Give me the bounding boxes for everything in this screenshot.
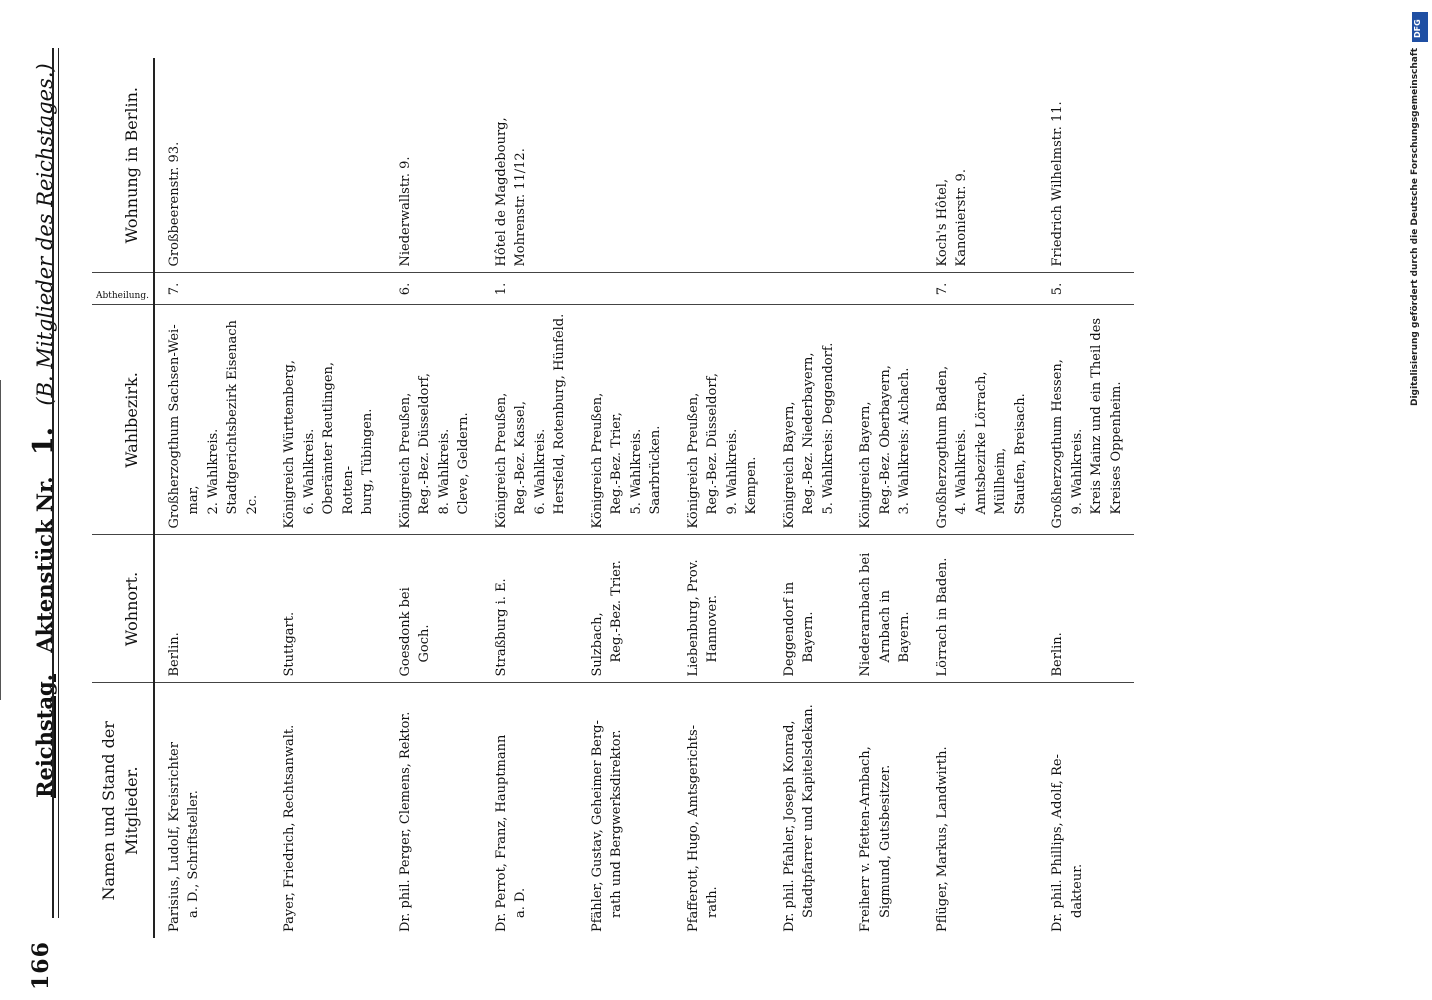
running-title: Reichstag. bbox=[32, 674, 57, 798]
wohnort-line: Bayern. bbox=[897, 611, 913, 663]
wahlbezirk-line: Oberämter Reutlingen, Rotten- bbox=[321, 361, 356, 515]
header-wohnort: Wohnort. bbox=[92, 535, 154, 683]
wahlbezirk-line: Hersfeld, Rotenburg, Hünfeld. bbox=[552, 313, 568, 515]
cell-name bbox=[770, 683, 847, 938]
wahlbezirk-line: Reg.-Bez. Kassel, bbox=[513, 401, 529, 515]
wahlbezirk-line: Stadtgerichtsbezirk Eisenach 2c. bbox=[225, 320, 260, 515]
name-line: Sigmund, Gutsbesitzer. bbox=[877, 764, 893, 918]
name-line: Pflüger, Markus, Landwirth. bbox=[934, 746, 950, 932]
wohnort-line: Stuttgart. bbox=[282, 611, 298, 677]
cell-wohnort bbox=[386, 535, 482, 683]
wahlbezirk-line: mar, bbox=[186, 485, 202, 515]
wahlbezirk-line: Königreich Preußen, bbox=[685, 392, 701, 529]
table-row bbox=[674, 58, 770, 938]
cell-name bbox=[154, 683, 271, 938]
wahlbezirk-line: 5. Wahlkreis: Deggendorf. bbox=[820, 342, 836, 515]
cell-wahlbezirk bbox=[674, 305, 770, 535]
cell-abtheilung: 1. bbox=[482, 273, 578, 305]
cell-wahlbezirk bbox=[270, 305, 386, 535]
wahlbezirk-line: 6. Wahlkreis. bbox=[301, 428, 317, 515]
name-line: Freiherr v. Pfetten-Arnbach, bbox=[858, 746, 874, 932]
wahlbezirk-line: Großherzogthum Hessen, bbox=[1050, 359, 1066, 529]
cell-name bbox=[386, 683, 482, 938]
wohnort-line: Arnbach in bbox=[877, 590, 893, 663]
name-line: Parisius, Ludolf, Kreisrichter bbox=[166, 742, 182, 932]
wahlbezirk-line: Reg.-Bez. Oberbayern, bbox=[877, 365, 893, 515]
name-line: a. D. bbox=[513, 887, 529, 918]
cell-wahlbezirk bbox=[770, 305, 847, 535]
header-wohnung: Wohnung in Berlin. bbox=[92, 58, 154, 273]
wahlbezirk-line: Großherzogthum Sachsen-Wei- bbox=[166, 324, 182, 529]
cell-wohnung bbox=[1038, 58, 1134, 273]
cell-wohnort bbox=[846, 535, 923, 683]
cell-name bbox=[578, 683, 674, 938]
wohnung-line: Kanonierstr. 9. bbox=[954, 169, 970, 267]
wahlbezirk-line: Amtsbezirke Lörrach, Müllheim, bbox=[973, 371, 1009, 515]
wahlbezirk-line: 9. Wahlkreis. bbox=[724, 428, 740, 515]
cell-wohnung bbox=[386, 58, 482, 273]
wohnung-line: Koch's Hôtel, bbox=[934, 178, 950, 267]
wahlbezirk-line: 9. Wahlkreis. bbox=[1069, 428, 1085, 515]
cell-name bbox=[923, 683, 1039, 938]
header-wahlbezirk: Wahlbezirk. bbox=[92, 305, 154, 535]
cell-wohnung bbox=[770, 58, 847, 273]
cell-wohnort bbox=[154, 535, 271, 683]
name-line: Dr. phil. Perger, Clemens, Rektor. bbox=[397, 711, 413, 932]
cell-wohnort bbox=[1038, 535, 1134, 683]
wohnung-line: Hôtel de Magdebourg, bbox=[493, 117, 509, 267]
table-row bbox=[1038, 58, 1134, 938]
name-line: Dr. phil. Phillips, Adolf, Re- bbox=[1050, 754, 1066, 932]
name-line: rath und Bergwerksdirektor. bbox=[609, 729, 625, 918]
wahlbezirk-line: Königreich Württemberg, bbox=[282, 360, 298, 529]
wahlbezirk-line: 3. Wahlkreis: Aichach. bbox=[897, 367, 913, 515]
wahlbezirk-line: Cleve, Geldern. bbox=[456, 412, 472, 515]
wahlbezirk-line: Königreich Bayern, bbox=[781, 401, 797, 529]
members-table-body bbox=[154, 58, 1135, 938]
dfg-logo bbox=[1412, 12, 1428, 42]
table-row bbox=[846, 58, 923, 938]
wahlbezirk-line: Königreich Preußen, bbox=[397, 392, 413, 529]
cell-wahlbezirk bbox=[1038, 305, 1134, 535]
cell-wohnung bbox=[846, 58, 923, 273]
wahlbezirk-line: Reg.-Bez. Düsseldorf, bbox=[417, 372, 433, 515]
cell-wohnort bbox=[674, 535, 770, 683]
header-double-rule bbox=[52, 48, 59, 918]
cell-name bbox=[270, 683, 386, 938]
wohnort-line: Hannover. bbox=[705, 594, 721, 663]
cell-abtheilung bbox=[270, 273, 386, 305]
page-number: 166 bbox=[28, 941, 54, 990]
cell-wohnort bbox=[482, 535, 578, 683]
wohnort-line: Reg.-Bez. Trier. bbox=[609, 560, 625, 663]
name-line: Pfähler, Gustav, Geheimer Berg- bbox=[589, 720, 605, 932]
wahlbezirk-line: Königreich Bayern, bbox=[858, 401, 874, 529]
table-header-row bbox=[92, 58, 154, 938]
cell-wahlbezirk bbox=[482, 305, 578, 535]
wahlbezirk-line: Staufen, Breisach. bbox=[1012, 393, 1028, 515]
wohnort-line: Goesdonk bei bbox=[397, 587, 413, 677]
cell-name bbox=[846, 683, 923, 938]
wahlbezirk-line: Großherzogthum Baden, bbox=[934, 365, 950, 529]
wahlbezirk-line: Reg.-Bez. Niederbayern, bbox=[801, 352, 817, 515]
wohnort-line: Sulzbach, bbox=[589, 612, 605, 677]
table-row bbox=[154, 58, 271, 938]
wahlbezirk-line: Kempen. bbox=[744, 456, 760, 515]
wohnort-line: Bayern. bbox=[801, 611, 817, 663]
cell-wohnung bbox=[674, 58, 770, 273]
document-number: 1. bbox=[28, 426, 59, 456]
table-row bbox=[270, 58, 386, 938]
wahlbezirk-line: 2. Wahlkreis. bbox=[205, 428, 221, 515]
cell-wohnung bbox=[923, 58, 1039, 273]
wohnort-line: Lörrach in Baden. bbox=[934, 557, 950, 677]
wahlbezirk-line: burg, Tübingen. bbox=[360, 408, 376, 515]
cell-name bbox=[674, 683, 770, 938]
cell-wahlbezirk bbox=[578, 305, 674, 535]
table-row bbox=[386, 58, 482, 938]
wohnung-line: Mohrenstr. 11/12. bbox=[513, 148, 529, 267]
name-line: Pfafferott, Hugo, Amtsgerichts- bbox=[685, 724, 701, 932]
cell-abtheilung: 7. bbox=[923, 273, 1039, 305]
cell-wohnort bbox=[578, 535, 674, 683]
wohnung-line: Niederwallstr. 9. bbox=[397, 156, 413, 267]
header-abtheilung: Abtheilung. bbox=[92, 273, 154, 305]
cell-wahlbezirk bbox=[846, 305, 923, 535]
wahlbezirk-line: 4. Wahlkreis. bbox=[954, 428, 970, 515]
name-line: a. D., Schriftsteller. bbox=[186, 790, 202, 918]
wahlbezirk-line: Reg.-Bez. Trier, bbox=[609, 412, 625, 515]
cell-name bbox=[1038, 683, 1134, 938]
name-line: dakteur. bbox=[1069, 863, 1085, 918]
cell-abtheilung bbox=[770, 273, 847, 305]
table-row bbox=[923, 58, 1039, 938]
wahlbezirk-line: Kreises Oppenheim. bbox=[1108, 381, 1124, 515]
name-line: Dr. Perrot, Franz, Hauptmann bbox=[493, 734, 509, 932]
dfg-badge-text: DFG bbox=[1413, 19, 1422, 38]
wahlbezirk-line: 6. Wahlkreis. bbox=[532, 428, 548, 515]
wahlbezirk-line: Königreich Preußen, bbox=[589, 392, 605, 529]
header-name: Namen und Stand der Mitglieder. bbox=[92, 683, 154, 938]
cell-wohnort bbox=[270, 535, 386, 683]
wahlbezirk-line: Saarbrücken. bbox=[648, 425, 664, 515]
cell-name bbox=[482, 683, 578, 938]
cell-abtheilung bbox=[578, 273, 674, 305]
members-table bbox=[92, 58, 1134, 938]
cell-wahlbezirk bbox=[386, 305, 482, 535]
wohnort-line: Berlin. bbox=[1050, 632, 1066, 677]
document-label: Aktenstück Nr. bbox=[32, 476, 57, 653]
cell-abtheilung: 6. bbox=[386, 273, 482, 305]
wahlbezirk-line: Reg.-Bez. Düsseldorf, bbox=[705, 372, 721, 515]
wohnort-line: Goch. bbox=[417, 624, 433, 663]
table-row bbox=[578, 58, 674, 938]
wohnung-line: Großbeerenstr. 93. bbox=[166, 141, 182, 267]
name-line: rath. bbox=[705, 886, 721, 918]
cell-wohnung bbox=[270, 58, 386, 273]
stamp-text: Digitalisierung gefördert durch die Deutsche Forschungsgemeinschaft bbox=[1410, 47, 1420, 406]
wohnort-line: Liebenburg, Prov. bbox=[685, 559, 701, 677]
cell-wohnort bbox=[923, 535, 1039, 683]
name-line: Dr. phil. Pfahler, Joseph Konrad, bbox=[781, 720, 797, 932]
wahlbezirk-line: Kreis Mainz und ein Theil des bbox=[1089, 317, 1105, 515]
wahlbezirk-line: 8. Wahlkreis. bbox=[436, 428, 452, 515]
wohnung-line: Friedrich Wilhelmstr. 11. bbox=[1050, 101, 1066, 267]
wahlbezirk-line: Königreich Preußen, bbox=[493, 392, 509, 529]
document-subtitle: (B. Mitglieder des Reichstages.) bbox=[33, 63, 57, 406]
cell-wohnung bbox=[482, 58, 578, 273]
dfg-stamp bbox=[1408, 6, 1432, 406]
top-rule bbox=[0, 380, 1, 700]
wohnort-line: Deggendorf in bbox=[781, 581, 797, 677]
cell-wohnung bbox=[578, 58, 674, 273]
cell-wohnort bbox=[770, 535, 847, 683]
wohnort-line: Straßburg i. E. bbox=[493, 578, 509, 677]
cell-wahlbezirk bbox=[923, 305, 1039, 535]
wohnort-line: Niederarnbach bei bbox=[858, 552, 874, 677]
table-row bbox=[770, 58, 847, 938]
wahlbezirk-line: 5. Wahlkreis. bbox=[628, 428, 644, 515]
cell-abtheilung: 7. bbox=[154, 273, 271, 305]
wohnort-line: Berlin. bbox=[166, 632, 182, 677]
name-line: Payer, Friedrich, Rechtsanwalt. bbox=[282, 724, 298, 932]
cell-abtheilung bbox=[846, 273, 923, 305]
name-line: Stadtpfarrer und Kapitelsdekan. bbox=[801, 704, 817, 918]
cell-wohnung bbox=[154, 58, 271, 273]
cell-abtheilung bbox=[674, 273, 770, 305]
cell-wahlbezirk bbox=[154, 305, 271, 535]
cell-abtheilung: 5. bbox=[1038, 273, 1134, 305]
table-row bbox=[482, 58, 578, 938]
